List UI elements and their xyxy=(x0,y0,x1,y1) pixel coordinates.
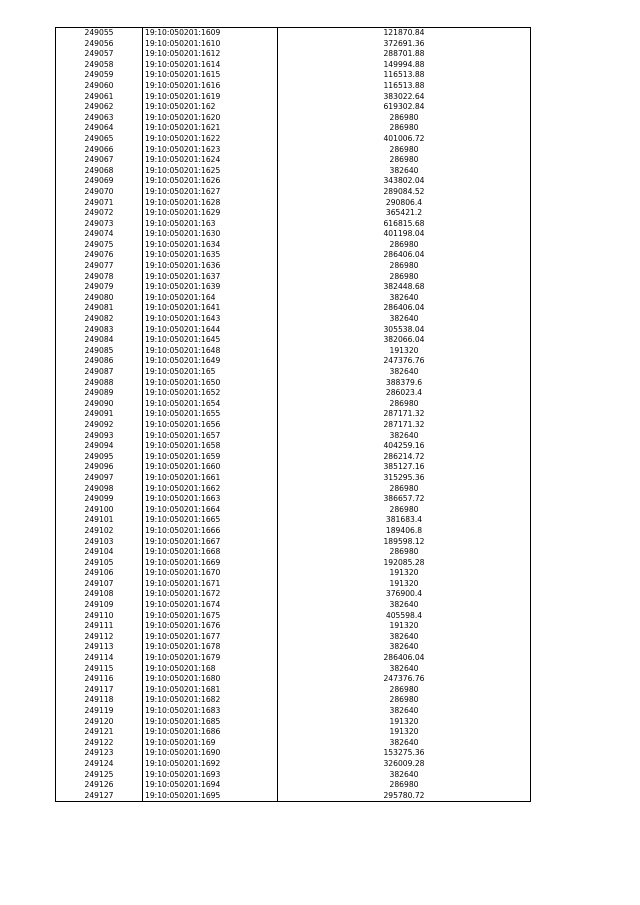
cadastral-number-cell: 19:10:050201:163 xyxy=(143,219,278,230)
cadastral-number-cell: 19:10:050201:1655 xyxy=(143,409,278,420)
table-row xyxy=(56,441,531,452)
row-number-cell: 249060 xyxy=(56,81,143,92)
cadastral-value-cell: 286980 xyxy=(278,145,531,156)
row-number-cell: 249108 xyxy=(56,589,143,600)
row-number-cell: 249063 xyxy=(56,113,143,124)
cadastral-number-cell: 19:10:050201:1682 xyxy=(143,695,278,706)
table-row xyxy=(56,187,531,198)
row-number-cell: 249094 xyxy=(56,441,143,452)
row-number-cell: 249059 xyxy=(56,70,143,81)
cadastral-number-cell: 19:10:050201:1625 xyxy=(143,166,278,177)
table-row xyxy=(56,261,531,272)
row-number-cell: 249127 xyxy=(56,791,143,802)
cadastral-value-cell: 382066.04 xyxy=(278,335,531,346)
cadastral-number-cell: 19:10:050201:1645 xyxy=(143,335,278,346)
cadastral-value-cell: 388379.6 xyxy=(278,378,531,389)
row-number-cell: 249102 xyxy=(56,526,143,537)
table-row xyxy=(56,473,531,484)
cadastral-number-cell: 19:10:050201:1635 xyxy=(143,250,278,261)
row-number-cell: 249083 xyxy=(56,325,143,336)
table-row xyxy=(56,166,531,177)
cadastral-value-cell: 286406.04 xyxy=(278,250,531,261)
cadastral-value-cell: 189598.12 xyxy=(278,537,531,548)
cadastral-number-cell: 19:10:050201:1663 xyxy=(143,494,278,505)
cadastral-value-cell: 385127.16 xyxy=(278,462,531,473)
row-number-cell: 249092 xyxy=(56,420,143,431)
table-row xyxy=(56,674,531,685)
cadastral-value-cell: 286980 xyxy=(278,685,531,696)
cadastral-number-cell: 19:10:050201:1683 xyxy=(143,706,278,717)
table-row xyxy=(56,589,531,600)
table-row xyxy=(56,176,531,187)
row-number-cell: 249093 xyxy=(56,431,143,442)
table-row xyxy=(56,695,531,706)
cadastral-value-cell: 286406.04 xyxy=(278,653,531,664)
row-number-cell: 249098 xyxy=(56,484,143,495)
table-row xyxy=(56,229,531,240)
row-number-cell: 249099 xyxy=(56,494,143,505)
cadastral-value-cell: 286980 xyxy=(278,547,531,558)
table-row xyxy=(56,484,531,495)
cadastral-value-cell: 286980 xyxy=(278,155,531,166)
cadastral-number-cell: 19:10:050201:1670 xyxy=(143,568,278,579)
cadastral-number-cell: 19:10:050201:1627 xyxy=(143,187,278,198)
cadastral-number-cell: 19:10:050201:1621 xyxy=(143,123,278,134)
cadastral-number-cell: 19:10:050201:1644 xyxy=(143,325,278,336)
cadastral-value-cell: 191320 xyxy=(278,621,531,632)
cadastral-number-cell: 19:10:050201:1639 xyxy=(143,282,278,293)
table-row xyxy=(56,325,531,336)
cadastral-value-cell: 286980 xyxy=(278,113,531,124)
table-row xyxy=(56,293,531,304)
cadastral-number-cell: 19:10:050201:168 xyxy=(143,664,278,675)
cadastral-number-cell: 19:10:050201:1626 xyxy=(143,176,278,187)
row-number-cell: 249076 xyxy=(56,250,143,261)
table-row xyxy=(56,335,531,346)
row-number-cell: 249107 xyxy=(56,579,143,590)
cadastral-value-cell: 287171.32 xyxy=(278,420,531,431)
cadastral-number-cell: 19:10:050201:1695 xyxy=(143,791,278,802)
cadastral-number-cell: 19:10:050201:1662 xyxy=(143,484,278,495)
row-number-cell: 249118 xyxy=(56,695,143,706)
table-row xyxy=(56,409,531,420)
table-row xyxy=(56,780,531,791)
table-row xyxy=(56,155,531,166)
cadastral-value-cell: 305538.04 xyxy=(278,325,531,336)
cadastral-value-cell: 191320 xyxy=(278,568,531,579)
row-number-cell: 249117 xyxy=(56,685,143,696)
table-row xyxy=(56,452,531,463)
row-number-cell: 249096 xyxy=(56,462,143,473)
row-number-cell: 249109 xyxy=(56,600,143,611)
row-number-cell: 249123 xyxy=(56,748,143,759)
cadastral-number-cell: 19:10:050201:1692 xyxy=(143,759,278,770)
table-row xyxy=(56,60,531,71)
table-row xyxy=(56,367,531,378)
row-number-cell: 249073 xyxy=(56,219,143,230)
table-row xyxy=(56,664,531,675)
row-number-cell: 249124 xyxy=(56,759,143,770)
cadastral-number-cell: 19:10:050201:1680 xyxy=(143,674,278,685)
cadastral-number-cell: 19:10:050201:1669 xyxy=(143,558,278,569)
cadastral-number-cell: 19:10:050201:1658 xyxy=(143,441,278,452)
cadastral-number-cell: 19:10:050201:1648 xyxy=(143,346,278,357)
row-number-cell: 249114 xyxy=(56,653,143,664)
row-number-cell: 249103 xyxy=(56,537,143,548)
cadastral-value-cell: 191320 xyxy=(278,579,531,590)
cadastral-number-cell: 19:10:050201:1679 xyxy=(143,653,278,664)
cadastral-value-cell: 191320 xyxy=(278,346,531,357)
cadastral-value-cell: 286980 xyxy=(278,399,531,410)
cadastral-value-cell: 290806.4 xyxy=(278,198,531,209)
cadastral-number-cell: 19:10:050201:1622 xyxy=(143,134,278,145)
table-row xyxy=(56,558,531,569)
cadastral-number-cell: 19:10:050201:1654 xyxy=(143,399,278,410)
table-row xyxy=(56,81,531,92)
row-number-cell: 249067 xyxy=(56,155,143,166)
row-number-cell: 249061 xyxy=(56,92,143,103)
cadastral-value-cell: 289084.52 xyxy=(278,187,531,198)
cadastral-value-cell: 286980 xyxy=(278,695,531,706)
cadastral-value-cell: 192085.28 xyxy=(278,558,531,569)
cadastral-value-cell: 382640 xyxy=(278,367,531,378)
row-number-cell: 249116 xyxy=(56,674,143,685)
cadastral-number-cell: 19:10:050201:1628 xyxy=(143,198,278,209)
cadastral-value-cell: 382640 xyxy=(278,664,531,675)
table-row xyxy=(56,356,531,367)
table-row xyxy=(56,706,531,717)
cadastral-number-cell: 19:10:050201:1661 xyxy=(143,473,278,484)
cadastral-value-cell: 286214.72 xyxy=(278,452,531,463)
cadastral-number-cell: 19:10:050201:164 xyxy=(143,293,278,304)
cadastral-value-cell: 191320 xyxy=(278,717,531,728)
cadastral-number-cell: 19:10:050201:1675 xyxy=(143,611,278,622)
cadastral-number-cell: 19:10:050201:162 xyxy=(143,102,278,113)
cadastral-number-cell: 19:10:050201:1668 xyxy=(143,547,278,558)
row-number-cell: 249087 xyxy=(56,367,143,378)
cadastral-number-cell: 19:10:050201:1694 xyxy=(143,780,278,791)
table-row xyxy=(56,123,531,134)
table-row xyxy=(56,621,531,632)
cadastral-value-cell: 247376.76 xyxy=(278,356,531,367)
row-number-cell: 249119 xyxy=(56,706,143,717)
cadastral-number-cell: 19:10:050201:1671 xyxy=(143,579,278,590)
cadastral-table xyxy=(55,27,531,802)
cadastral-number-cell: 19:10:050201:1612 xyxy=(143,49,278,60)
cadastral-number-cell: 19:10:050201:1693 xyxy=(143,770,278,781)
row-number-cell: 249085 xyxy=(56,346,143,357)
row-number-cell: 249058 xyxy=(56,60,143,71)
cadastral-number-cell: 19:10:050201:1641 xyxy=(143,303,278,314)
row-number-cell: 249056 xyxy=(56,39,143,50)
row-number-cell: 249091 xyxy=(56,409,143,420)
row-number-cell: 249081 xyxy=(56,303,143,314)
table-row xyxy=(56,272,531,283)
table-row xyxy=(56,738,531,749)
table-row xyxy=(56,134,531,145)
table-row xyxy=(56,102,531,113)
row-number-cell: 249089 xyxy=(56,388,143,399)
row-number-cell: 249066 xyxy=(56,145,143,156)
row-number-cell: 249125 xyxy=(56,770,143,781)
table-row xyxy=(56,431,531,442)
row-number-cell: 249055 xyxy=(56,28,143,39)
table-row xyxy=(56,28,531,39)
cadastral-value-cell: 153275.36 xyxy=(278,748,531,759)
table-row xyxy=(56,727,531,738)
cadastral-value-cell: 382640 xyxy=(278,738,531,749)
cadastral-value-cell: 619302.84 xyxy=(278,102,531,113)
cadastral-value-cell: 382640 xyxy=(278,770,531,781)
table-row xyxy=(56,568,531,579)
table-row xyxy=(56,579,531,590)
table-row xyxy=(56,39,531,50)
row-number-cell: 249110 xyxy=(56,611,143,622)
row-number-cell: 249090 xyxy=(56,399,143,410)
row-number-cell: 249086 xyxy=(56,356,143,367)
cadastral-number-cell: 19:10:050201:1623 xyxy=(143,145,278,156)
cadastral-number-cell: 19:10:050201:1674 xyxy=(143,600,278,611)
cadastral-value-cell: 288701.88 xyxy=(278,49,531,60)
cadastral-number-cell: 19:10:050201:1609 xyxy=(143,28,278,39)
cadastral-value-cell: 116513.88 xyxy=(278,81,531,92)
row-number-cell: 249105 xyxy=(56,558,143,569)
row-number-cell: 249100 xyxy=(56,505,143,516)
table-row xyxy=(56,145,531,156)
cadastral-number-cell: 19:10:050201:1676 xyxy=(143,621,278,632)
cadastral-value-cell: 286980 xyxy=(278,780,531,791)
cadastral-value-cell: 315295.36 xyxy=(278,473,531,484)
row-number-cell: 249072 xyxy=(56,208,143,219)
cadastral-value-cell: 386657.72 xyxy=(278,494,531,505)
cadastral-number-cell: 19:10:050201:1659 xyxy=(143,452,278,463)
table-row xyxy=(56,717,531,728)
table-row xyxy=(56,685,531,696)
cadastral-value-cell: 343802.04 xyxy=(278,176,531,187)
row-number-cell: 249078 xyxy=(56,272,143,283)
table-row xyxy=(56,250,531,261)
cadastral-number-cell: 19:10:050201:1678 xyxy=(143,642,278,653)
row-number-cell: 249126 xyxy=(56,780,143,791)
table-row xyxy=(56,653,531,664)
cadastral-number-cell: 19:10:050201:1610 xyxy=(143,39,278,50)
row-number-cell: 249120 xyxy=(56,717,143,728)
cadastral-value-cell: 286980 xyxy=(278,505,531,516)
cadastral-value-cell: 376900.4 xyxy=(278,589,531,600)
table-row xyxy=(56,314,531,325)
cadastral-number-cell: 19:10:050201:1657 xyxy=(143,431,278,442)
cadastral-value-cell: 286980 xyxy=(278,261,531,272)
table-row xyxy=(56,388,531,399)
row-number-cell: 249062 xyxy=(56,102,143,113)
table-row xyxy=(56,219,531,230)
cadastral-value-cell: 286980 xyxy=(278,484,531,495)
cadastral-number-cell: 19:10:050201:1677 xyxy=(143,632,278,643)
table-row xyxy=(56,346,531,357)
cadastral-value-cell: 286980 xyxy=(278,272,531,283)
table-row xyxy=(56,642,531,653)
table-row xyxy=(56,420,531,431)
table-row xyxy=(56,515,531,526)
cadastral-value-cell: 365421.2 xyxy=(278,208,531,219)
cadastral-number-cell: 19:10:050201:1615 xyxy=(143,70,278,81)
row-number-cell: 249080 xyxy=(56,293,143,304)
table-row xyxy=(56,494,531,505)
cadastral-value-cell: 382640 xyxy=(278,632,531,643)
row-number-cell: 249065 xyxy=(56,134,143,145)
cadastral-value-cell: 286406.04 xyxy=(278,303,531,314)
cadastral-number-cell: 19:10:050201:1660 xyxy=(143,462,278,473)
cadastral-value-cell: 382640 xyxy=(278,431,531,442)
cadastral-number-cell: 19:10:050201:1619 xyxy=(143,92,278,103)
row-number-cell: 249104 xyxy=(56,547,143,558)
cadastral-value-cell: 116513.88 xyxy=(278,70,531,81)
row-number-cell: 249071 xyxy=(56,198,143,209)
table-row xyxy=(56,92,531,103)
table-row xyxy=(56,547,531,558)
cadastral-number-cell: 19:10:050201:1664 xyxy=(143,505,278,516)
cadastral-number-cell: 19:10:050201:169 xyxy=(143,738,278,749)
cadastral-number-cell: 19:10:050201:1649 xyxy=(143,356,278,367)
row-number-cell: 249074 xyxy=(56,229,143,240)
cadastral-number-cell: 19:10:050201:1636 xyxy=(143,261,278,272)
table-row xyxy=(56,198,531,209)
cadastral-number-cell: 19:10:050201:1614 xyxy=(143,60,278,71)
cadastral-value-cell: 616815.68 xyxy=(278,219,531,230)
row-number-cell: 249088 xyxy=(56,378,143,389)
cadastral-value-cell: 247376.76 xyxy=(278,674,531,685)
cadastral-value-cell: 382640 xyxy=(278,293,531,304)
table-row xyxy=(56,770,531,781)
row-number-cell: 249111 xyxy=(56,621,143,632)
table-row xyxy=(56,759,531,770)
table-row xyxy=(56,505,531,516)
cadastral-number-cell: 19:10:050201:1634 xyxy=(143,240,278,251)
cadastral-number-cell: 19:10:050201:1686 xyxy=(143,727,278,738)
table-row xyxy=(56,600,531,611)
row-number-cell: 249070 xyxy=(56,187,143,198)
cadastral-number-cell: 19:10:050201:1672 xyxy=(143,589,278,600)
cadastral-value-cell: 326009.28 xyxy=(278,759,531,770)
row-number-cell: 249106 xyxy=(56,568,143,579)
table-row xyxy=(56,791,531,802)
cadastral-value-cell: 401006.72 xyxy=(278,134,531,145)
cadastral-number-cell: 19:10:050201:1652 xyxy=(143,388,278,399)
cadastral-number-cell: 19:10:050201:1629 xyxy=(143,208,278,219)
cadastral-value-cell: 295780.72 xyxy=(278,791,531,802)
table-row xyxy=(56,537,531,548)
cadastral-value-cell: 286980 xyxy=(278,123,531,134)
row-number-cell: 249064 xyxy=(56,123,143,134)
table-row xyxy=(56,113,531,124)
table-row xyxy=(56,378,531,389)
row-number-cell: 249077 xyxy=(56,261,143,272)
cadastral-number-cell: 19:10:050201:1667 xyxy=(143,537,278,548)
table-row xyxy=(56,632,531,643)
cadastral-value-cell: 382640 xyxy=(278,706,531,717)
cadastral-number-cell: 19:10:050201:1616 xyxy=(143,81,278,92)
cadastral-number-cell: 19:10:050201:1643 xyxy=(143,314,278,325)
table-row xyxy=(56,462,531,473)
cadastral-number-cell: 19:10:050201:1637 xyxy=(143,272,278,283)
cadastral-number-cell: 19:10:050201:1666 xyxy=(143,526,278,537)
cadastral-number-cell: 19:10:050201:1620 xyxy=(143,113,278,124)
table-row xyxy=(56,208,531,219)
table-row xyxy=(56,526,531,537)
table-body xyxy=(56,28,531,802)
cadastral-number-cell: 19:10:050201:1630 xyxy=(143,229,278,240)
table-row xyxy=(56,748,531,759)
table-row xyxy=(56,399,531,410)
row-number-cell: 249097 xyxy=(56,473,143,484)
table-row xyxy=(56,611,531,622)
cadastral-value-cell: 121870.84 xyxy=(278,28,531,39)
cadastral-value-cell: 189406.8 xyxy=(278,526,531,537)
row-number-cell: 249112 xyxy=(56,632,143,643)
row-number-cell: 249079 xyxy=(56,282,143,293)
cadastral-number-cell: 19:10:050201:1690 xyxy=(143,748,278,759)
cadastral-value-cell: 383022.64 xyxy=(278,92,531,103)
cadastral-value-cell: 405598.4 xyxy=(278,611,531,622)
cadastral-number-cell: 19:10:050201:1650 xyxy=(143,378,278,389)
cadastral-value-cell: 382448.68 xyxy=(278,282,531,293)
row-number-cell: 249057 xyxy=(56,49,143,60)
row-number-cell: 249075 xyxy=(56,240,143,251)
row-number-cell: 249122 xyxy=(56,738,143,749)
cadastral-value-cell: 149994.88 xyxy=(278,60,531,71)
cadastral-value-cell: 191320 xyxy=(278,727,531,738)
table-row xyxy=(56,49,531,60)
cadastral-value-cell: 382640 xyxy=(278,642,531,653)
cadastral-value-cell: 382640 xyxy=(278,600,531,611)
cadastral-value-cell: 404259.16 xyxy=(278,441,531,452)
table-row xyxy=(56,70,531,81)
cadastral-number-cell: 19:10:050201:1665 xyxy=(143,515,278,526)
row-number-cell: 249115 xyxy=(56,664,143,675)
row-number-cell: 249082 xyxy=(56,314,143,325)
table-row xyxy=(56,282,531,293)
cadastral-value-cell: 286980 xyxy=(278,240,531,251)
cadastral-value-cell: 382640 xyxy=(278,166,531,177)
cadastral-value-cell: 382640 xyxy=(278,314,531,325)
cadastral-value-cell: 381683.4 xyxy=(278,515,531,526)
cadastral-number-cell: 19:10:050201:1681 xyxy=(143,685,278,696)
cadastral-value-cell: 372691.36 xyxy=(278,39,531,50)
cadastral-number-cell: 19:10:050201:1624 xyxy=(143,155,278,166)
table-row xyxy=(56,240,531,251)
row-number-cell: 249069 xyxy=(56,176,143,187)
cadastral-value-cell: 286023.4 xyxy=(278,388,531,399)
row-number-cell: 249084 xyxy=(56,335,143,346)
table-row xyxy=(56,303,531,314)
cadastral-number-cell: 19:10:050201:1656 xyxy=(143,420,278,431)
cadastral-value-cell: 287171.32 xyxy=(278,409,531,420)
cadastral-number-cell: 19:10:050201:165 xyxy=(143,367,278,378)
row-number-cell: 249121 xyxy=(56,727,143,738)
cadastral-value-cell: 401198.04 xyxy=(278,229,531,240)
row-number-cell: 249068 xyxy=(56,166,143,177)
row-number-cell: 249113 xyxy=(56,642,143,653)
cadastral-number-cell: 19:10:050201:1685 xyxy=(143,717,278,728)
row-number-cell: 249095 xyxy=(56,452,143,463)
row-number-cell: 249101 xyxy=(56,515,143,526)
